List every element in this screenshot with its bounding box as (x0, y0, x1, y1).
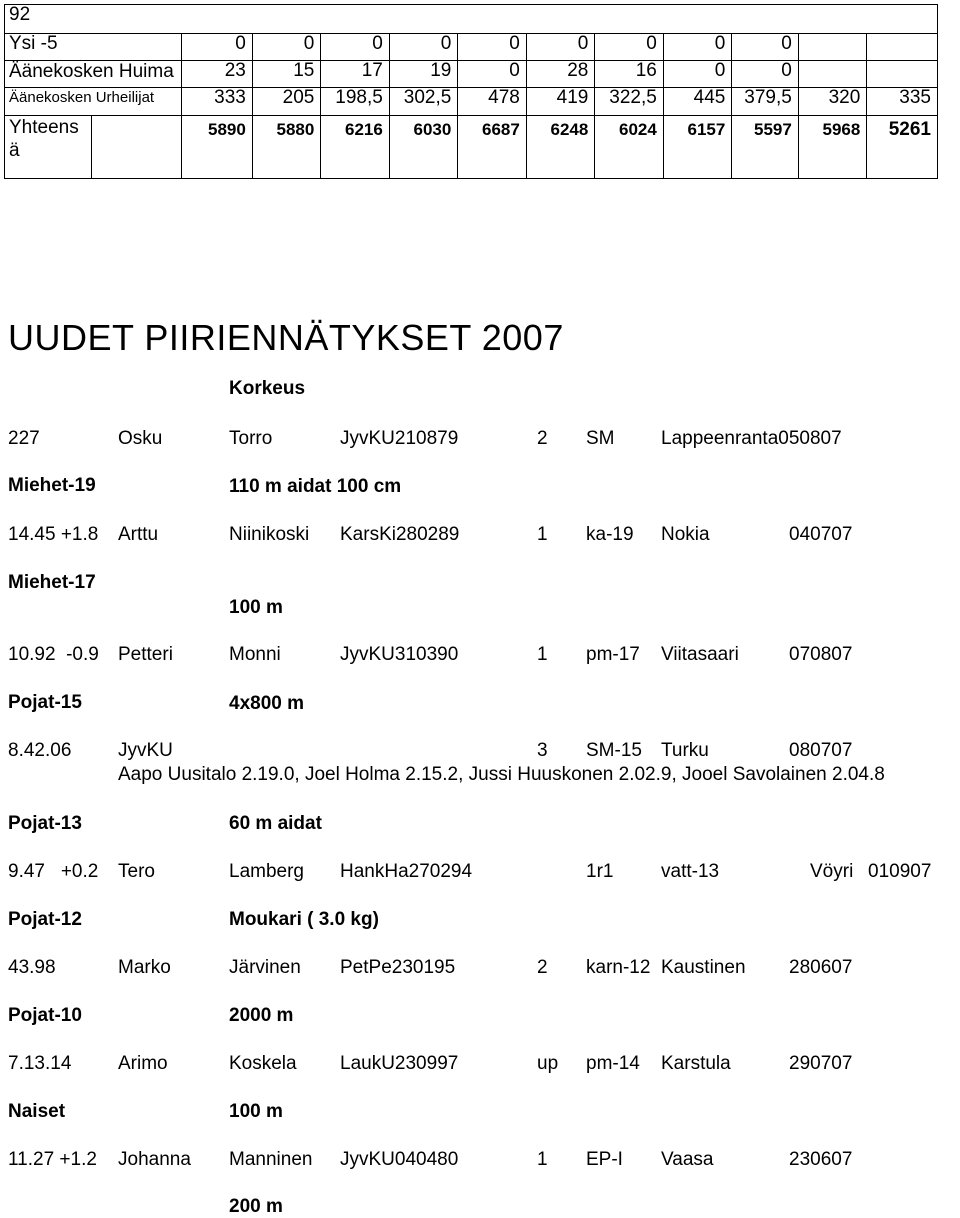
record-result: 227 (8, 428, 40, 449)
record-venue: Lappeenranta050807 (661, 428, 842, 449)
record-last-name: Torro (229, 428, 273, 449)
event-heading: 100 m (229, 597, 283, 618)
record-date: 230607 (789, 1149, 853, 1170)
table-cell: 0 (321, 34, 390, 61)
table-cell: 0 (732, 61, 798, 88)
record-venue: Vaasa (661, 1149, 714, 1170)
table-cell: 0 (252, 34, 321, 61)
table-cell: 0 (389, 34, 458, 61)
table-cell: 5597 (732, 116, 798, 179)
table-cell-label: 92 (5, 5, 938, 34)
record-competition: SM (586, 428, 615, 449)
table-cell: 0 (182, 34, 253, 61)
record-place: 2 (537, 957, 548, 978)
record-date: 040707 (789, 524, 853, 545)
table-cell (867, 34, 938, 61)
table-cell: 478 (458, 88, 527, 116)
record-date: 010907 (868, 861, 932, 882)
event-heading: 4x800 m (229, 693, 305, 714)
table-cell: 5890 (182, 116, 253, 179)
event-heading: 110 m aidat 100 cm (229, 476, 402, 497)
record-club: JyvKU210879 (340, 428, 459, 449)
table-row (5, 61, 938, 88)
table-cell: 6248 (526, 116, 595, 179)
record-first-name: Petteri (118, 644, 173, 665)
record-venue: Kaustinen (661, 957, 746, 978)
record-date: 070807 (789, 644, 853, 665)
table-cell: 0 (663, 34, 732, 61)
table-cell: 6030 (389, 116, 458, 179)
table-cell: 445 (663, 88, 732, 116)
table-cell: 28 (526, 61, 595, 88)
record-result: 7.13.14 (8, 1053, 72, 1074)
group-heading: Naiset (8, 1101, 66, 1122)
points-table (4, 4, 938, 179)
table-cell-label: Yhteens ä (5, 116, 92, 179)
event-heading: 100 m (229, 1101, 283, 1122)
record-last-name: Lamberg (229, 861, 304, 882)
table-cell: 6024 (595, 116, 664, 179)
group-heading: Pojat-15 (8, 692, 82, 713)
table-cell: 333 (182, 88, 253, 116)
record-place: up (537, 1053, 559, 1074)
record-competition: SM-15 (586, 740, 642, 761)
record-club: KarsKi280289 (340, 524, 460, 545)
record-first-name: Marko (118, 957, 171, 978)
event-heading: 200 m (229, 1196, 283, 1217)
table-cell: 0 (526, 34, 595, 61)
record-club: HankHa270294 (340, 861, 473, 882)
record-place: 2 (537, 428, 548, 449)
record-first-name: Johanna (118, 1149, 191, 1170)
record-competition: pm-14 (586, 1053, 640, 1074)
record-row (0, 861, 960, 885)
table-cell: 0 (663, 61, 732, 88)
group-heading: Pojat-13 (8, 813, 82, 834)
record-club: LaukU230997 (340, 1053, 459, 1074)
record-place: 1 (537, 1149, 548, 1170)
event-heading: Moukari ( 3.0 kg) (229, 909, 379, 930)
record-result: 11.27 +1.2 (8, 1149, 97, 1170)
record-result: 43.98 (8, 957, 56, 978)
table-cell: 0 (458, 34, 527, 61)
table-cell: 6216 (321, 116, 390, 179)
record-competition: vatt-13 (661, 861, 720, 882)
record-place: 1 (537, 644, 548, 665)
table-cell: 205 (252, 88, 321, 116)
record-last-name: Koskela (229, 1053, 297, 1074)
record-row (0, 1053, 960, 1077)
record-competition: pm-17 (586, 644, 640, 665)
record-row (0, 428, 960, 452)
record-club: PetPe230195 (340, 957, 456, 978)
table-cell: 15 (252, 61, 321, 88)
record-last-name: Niinikoski (229, 524, 310, 545)
record-row (0, 1149, 960, 1173)
table-cell: 0 (458, 61, 527, 88)
group-heading: Pojat-10 (8, 1005, 82, 1026)
record-row (0, 957, 960, 981)
table-row (5, 34, 938, 61)
record-competition: karn-12 (586, 957, 651, 978)
table-cell: 320 (798, 88, 867, 116)
record-first-name: JyvKU (118, 740, 173, 761)
record-row (0, 740, 960, 764)
table-cell (867, 61, 938, 88)
record-result: 14.45 +1.8 (8, 524, 99, 545)
table-row (5, 5, 938, 34)
record-first-name: Tero (118, 861, 155, 882)
relay-names: Aapo Uusitalo 2.19.0, Joel Holma 2.15.2, Jussi Huuskonen 2.02.9, Jooel Savolainen 2.04.8 (118, 764, 885, 785)
record-venue: Nokia (661, 524, 710, 545)
table-row (5, 116, 938, 179)
record-first-name: Arimo (118, 1053, 168, 1074)
record-row (0, 644, 960, 668)
record-venue: Viitasaari (661, 644, 739, 665)
table-cell: 0 (732, 34, 798, 61)
record-date: 280607 (789, 957, 853, 978)
record-venue: Vöyri (810, 861, 854, 882)
table-cell (798, 34, 867, 61)
table-cell: 322,5 (595, 88, 664, 116)
table-cell-label: Äänekosken Huima (5, 61, 182, 88)
table-cell: 19 (389, 61, 458, 88)
table-row (5, 88, 938, 116)
table-cell-label: Ysi -5 (5, 34, 182, 61)
table-cell: 17 (321, 61, 390, 88)
table-cell: 5261 (867, 116, 938, 179)
record-row (0, 524, 960, 548)
record-place: 1 (537, 524, 548, 545)
table-cell (91, 116, 182, 179)
record-place: 1r1 (586, 861, 614, 882)
group-heading: Miehet-19 (8, 475, 96, 496)
record-last-name: Järvinen (229, 957, 301, 978)
record-date: 290707 (789, 1053, 853, 1074)
record-club: JyvKU310390 (340, 644, 459, 665)
table-cell: 5880 (252, 116, 321, 179)
record-result: 8.42.06 (8, 740, 72, 761)
table-cell: 335 (867, 88, 938, 116)
record-venue: Turku (661, 740, 709, 761)
table-cell (798, 61, 867, 88)
group-heading: Miehet-17 (8, 572, 96, 593)
record-result: 9.47 +0.2 (8, 861, 99, 882)
table-cell: 379,5 (732, 88, 798, 116)
table-cell: 16 (595, 61, 664, 88)
table-cell: 6687 (458, 116, 527, 179)
table-cell: 0 (595, 34, 664, 61)
table-cell: 302,5 (389, 88, 458, 116)
record-club: JyvKU040480 (340, 1149, 459, 1170)
page-title: UUDET PIIRIENNÄTYKSET 2007 (8, 317, 564, 358)
table-cell: 419 (526, 88, 595, 116)
record-place: 3 (537, 740, 548, 761)
record-result: 10.92 -0.9 (8, 644, 99, 665)
table-cell: 6157 (663, 116, 732, 179)
record-venue: Karstula (661, 1053, 731, 1074)
table-cell: 198,5 (321, 88, 390, 116)
event-heading: 60 m aidat (229, 813, 322, 834)
record-competition: EP-I (586, 1149, 623, 1170)
group-heading: Pojat-12 (8, 909, 82, 930)
table-cell: 5968 (798, 116, 867, 179)
table-cell: 23 (182, 61, 253, 88)
table-cell-label: Äänekosken Urheilijat (5, 88, 182, 116)
record-last-name: Manninen (229, 1149, 313, 1170)
record-date: 080707 (789, 740, 853, 761)
record-last-name: Monni (229, 644, 281, 665)
event-heading: Korkeus (229, 378, 306, 399)
record-first-name: Arttu (118, 524, 159, 545)
record-competition: ka-19 (586, 524, 634, 545)
record-first-name: Osku (118, 428, 163, 449)
event-heading: 2000 m (229, 1005, 294, 1026)
